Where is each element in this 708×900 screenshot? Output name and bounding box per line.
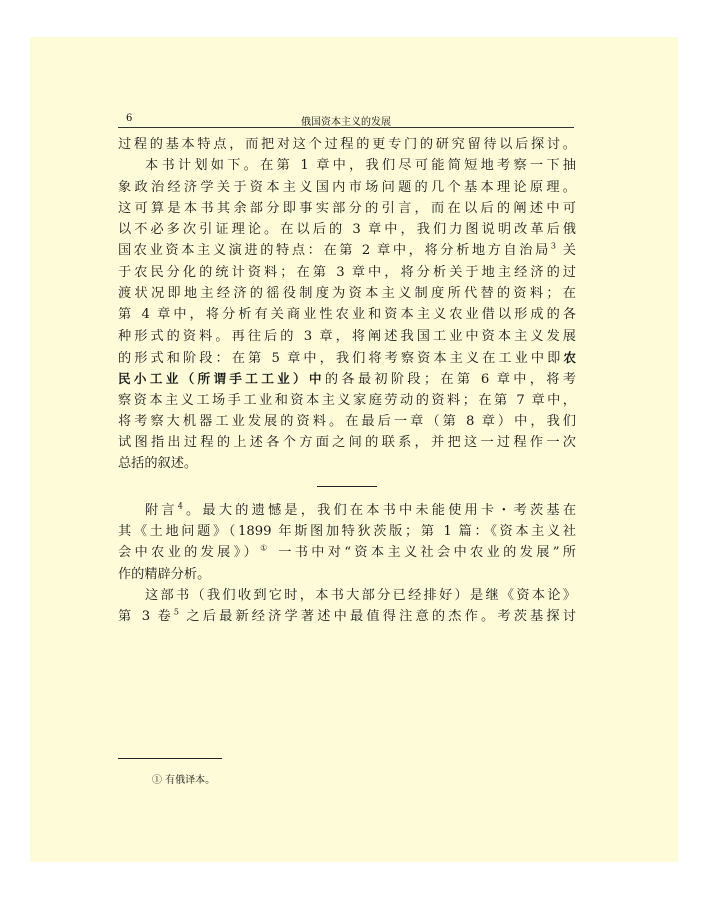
- text-segment: 的形式和阶段：在第 5 章中，我们将考察资本主义在工业中即: [118, 350, 564, 366]
- text-segment: 附言: [145, 502, 178, 518]
- emphasis-text: 农: [563, 349, 576, 365]
- text-line: 于农民分化的统计资料；在第 3 章中，将分析关于地主经济的过: [118, 264, 576, 280]
- footnote-rule: [118, 758, 222, 759]
- text-segment: 。最大的遗憾是，我们在本书中未能使用卡・考茨基在: [182, 502, 576, 518]
- text-line: [118, 500, 576, 521]
- text-line: 第 4 章中，将分析有关商业性农业和资本主义农业借以形成的各: [118, 307, 576, 323]
- text-segment: 国农业资本主义演进的特点：在第 2 章中，将分析地方自治局: [118, 243, 551, 259]
- endnote-marker: 3: [550, 242, 556, 252]
- text-line: 察资本主义工场手工业和资本主义家庭劳动的资料；在第 7 章中，: [118, 392, 576, 408]
- text-line: 其《土地问题》（1899 年斯图加特狄茨版；第 1 篇：《资本主义社: [118, 524, 576, 540]
- emphasis-text: 民小工业（所谓手工工业）中: [118, 371, 325, 387]
- text-line: 将考察大机器工业发展的资料。在最后一章（第 8 章）中，我们: [118, 413, 576, 429]
- text-segment: 之后最新经济学著述中最值得注意的杰作。考茨基探讨: [178, 609, 576, 625]
- footnote-marker: ①: [260, 543, 271, 553]
- text-line: 以不必多次引证理论。在以后的 3 章中，我们力图说明改革后俄: [118, 222, 576, 238]
- text-line: 试图指出过程的上述各个方面之间的联系，并把这一过程作一次: [118, 435, 576, 451]
- text-line: [118, 542, 576, 563]
- text-line: 这可算是本书其余部分即事实部分的引言，而在以后的阐述中可: [118, 200, 576, 216]
- text-segment: 的各最初阶段；在第 6 章中，将考: [324, 372, 576, 388]
- text-segment: 一书中对“资本主义社会中农业的发展”所: [270, 545, 576, 561]
- section-separator: [317, 486, 377, 487]
- running-title: 俄国资本主义的发展: [301, 117, 391, 128]
- endnote-marker: 4: [177, 501, 183, 511]
- text-segment: 关: [555, 243, 576, 259]
- running-header: [118, 113, 574, 128]
- text-line: 这部书（我们收到它时，本书大部分已经排好）是继《资本论》: [145, 587, 576, 603]
- footnote: ① 有俄译本。: [152, 775, 216, 786]
- text-segment: 第 3 卷: [118, 609, 174, 625]
- text-line: 作的精辟分析。: [118, 566, 211, 582]
- text-line: [118, 240, 576, 261]
- text-line: [118, 606, 576, 627]
- text-line: 本书计划如下。在第 1 章中，我们尽可能简短地考察一下抽: [145, 158, 576, 174]
- text-line: [118, 368, 576, 389]
- text-line: [118, 347, 576, 368]
- text-line: 渡状况即地主经济的徭役制度为资本主义制度所代替的资料；在: [118, 286, 576, 302]
- page-body: [118, 134, 576, 628]
- endnote-marker: 5: [173, 607, 179, 617]
- text-line: 过程的基本特点，而把对这个过程的更专门的研究留待以后探讨。: [118, 137, 576, 152]
- page-number: 6: [126, 113, 133, 124]
- text-line: 象政治经济学关于资本主义国内市场问题的几个基本理论原理。: [118, 179, 576, 195]
- text-line: 种形式的资料。再往后的 3 章，将阐述我国工业中资本主义发展: [118, 328, 576, 344]
- text-line: 总括的叙述。: [118, 456, 198, 472]
- text-segment: 会中农业的发展》）: [118, 545, 261, 561]
